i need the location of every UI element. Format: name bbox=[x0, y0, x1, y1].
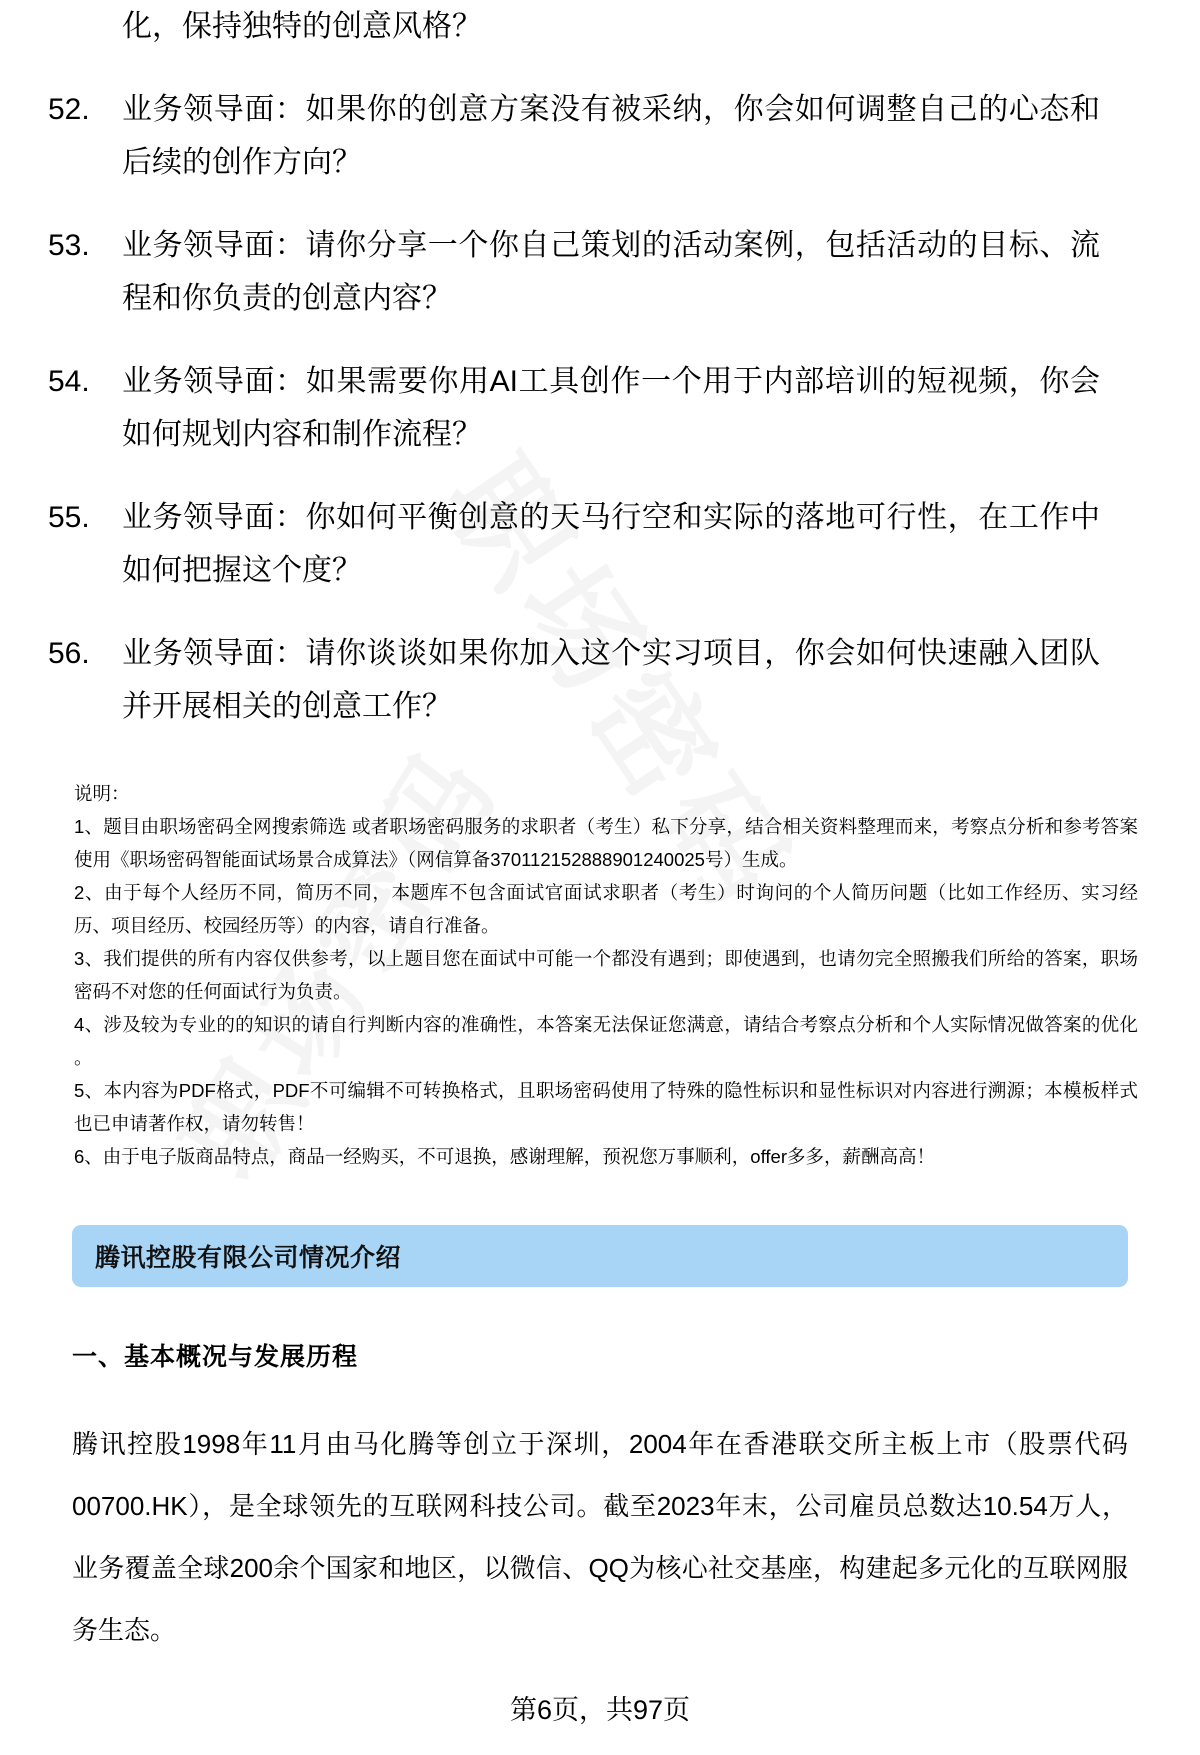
question-item-54 bbox=[0, 355, 1200, 461]
disclaimer-heading: 说明： bbox=[74, 783, 130, 804]
question-item-52 bbox=[0, 83, 1200, 189]
page-footer bbox=[0, 1688, 1200, 1727]
question-text-55: 业务领导面：你如何平衡创意的天马行空和实际的落地可行性，在工作中如何把握这个度？ bbox=[122, 501, 1100, 587]
disclaimer-line-2: 2、由于每个人经历不同，简历不同，本题库不包含面试官面试求职者（考生）时询问的个人简历问题（比如工作经历、实习经历、项目经历、校园经历等）的内容，请自行准备。 bbox=[74, 882, 1138, 936]
question-text-52: 业务领导面：如果你的创意方案没有被采纳，你会如何调整自己的心态和后续的创作方向？ bbox=[122, 93, 1100, 179]
disclaimer-line-6: 6、由于电子版商品特点，商品一经购买，不可退换，感谢理解，预祝您万事顺利，offer多多，薪酬高高！ bbox=[74, 1146, 935, 1167]
disclaimer-line-3: 3、我们提供的所有内容仅供参考，以上题目您在面试中可能一个都没有遇到；即使遇到，也请勿完全照搬我们所给的答案，职场密码不对您的任何面试行为负责。 bbox=[74, 948, 1138, 1002]
section-banner-title: 腾讯控股有限公司情况介绍 bbox=[95, 1244, 402, 1272]
disclaimer-block bbox=[0, 777, 1200, 1173]
question-number-52: 52. bbox=[48, 93, 90, 126]
question-continuation-text: 化，保持独特的创意风格？ bbox=[122, 10, 482, 43]
question-number-54: 54. bbox=[48, 365, 90, 398]
disclaimer-line-1: 1、题目由职场密码全网搜索筛选 或者职场密码服务的求职者（考生）私下分享，结合相关资料整理而来，考察点分析和参考答案使用《职场密码智能面试场景合成算法》（网信算备370112152888901240025号）生成。 bbox=[74, 816, 1138, 870]
page-number-label: 第6页，共97页 bbox=[509, 1695, 691, 1725]
section-body bbox=[0, 1337, 1200, 1661]
question-text-56: 业务领导面：请你谈谈如果你加入这个实习项目，你会如何快速融入团队并开展相关的创意工作？ bbox=[122, 637, 1100, 723]
question-list bbox=[0, 0, 1200, 733]
question-number-55: 55. bbox=[48, 501, 90, 534]
question-item-55 bbox=[0, 491, 1200, 597]
question-continuation bbox=[0, 0, 1200, 53]
question-number-56: 56. bbox=[48, 637, 90, 670]
question-text-53: 业务领导面：请你分享一个你自己策划的活动案例，包括活动的目标、流程和你负责的创意内容？ bbox=[122, 229, 1100, 315]
section-paragraph: 腾讯控股1998年11月由马化腾等创立于深圳，2004年在香港联交所主板上市（股票代码00700.HK），是全球领先的互联网科技公司。截至2023年末，公司雇员总数达10.54万人，业务覆盖全球200余个国家和地区，以微信、QQ为核心社交基座，构建起多元化的互联网服务生态。 bbox=[72, 1429, 1128, 1645]
section-banner bbox=[72, 1225, 1128, 1287]
question-item-56 bbox=[0, 627, 1200, 733]
question-item-53 bbox=[0, 219, 1200, 325]
disclaimer-line-5: 5、本内容为PDF格式，PDF不可编辑不可转换格式，且职场密码使用了特殊的隐性标识和显性标识对内容进行溯源；本模板样式也已申请著作权，请勿转售！ bbox=[74, 1080, 1138, 1134]
question-number-53: 53. bbox=[48, 229, 90, 262]
disclaimer-line-4: 4、涉及较为专业的的知识的请自行判断内容的准确性，本答案无法保证您满意，请结合考察点分析和个人实际情况做答案的优化 。 bbox=[74, 1014, 1138, 1068]
section-sub-heading: 一、基本概况与发展历程 bbox=[72, 1343, 359, 1371]
question-text-54: 业务领导面：如果需要你用AI工具创作一个用于内部培训的短视频，你会如何规划内容和制作流程？ bbox=[122, 365, 1100, 451]
